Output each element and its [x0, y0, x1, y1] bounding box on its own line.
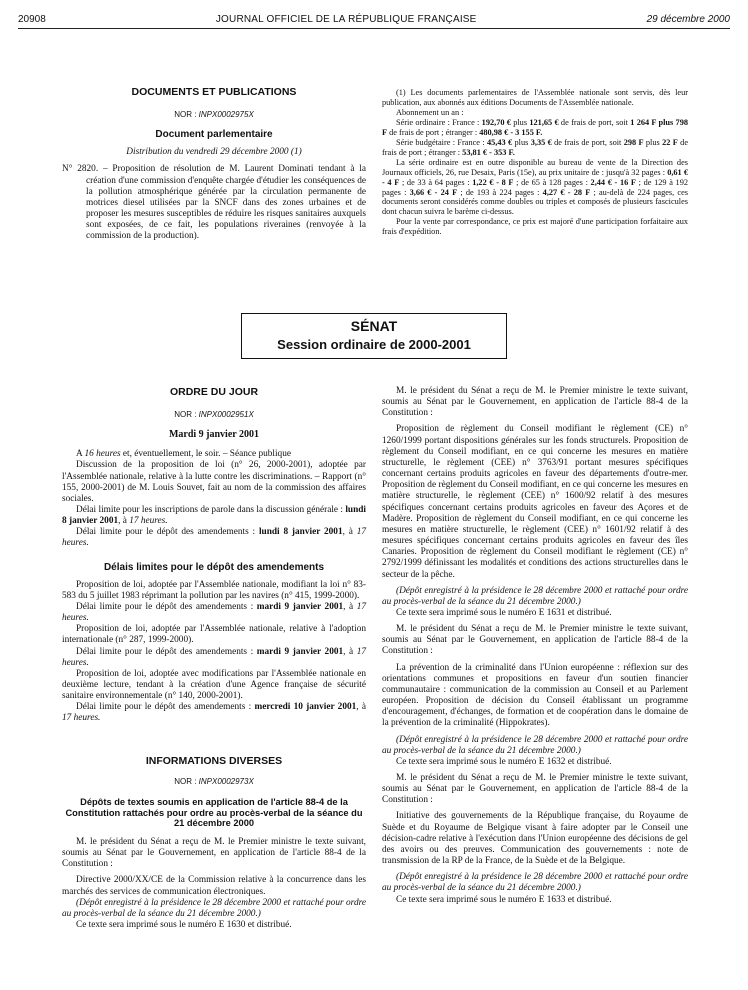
informations-imprime: Ce texte sera imprimé sous le numéro E 1630 et distribué. — [76, 919, 292, 930]
ordre-heading: ORDRE DU JOUR — [169, 386, 259, 398]
right-imprime-2: Ce texte sera imprimé sous le numéro E 1632 et distribué. — [396, 756, 612, 767]
documents-section — [62, 86, 366, 242]
footnote-budgetaire: Série budgétaire : France : 45,43 € plus 3,35 € de frais de port, soit 298 F plus 22 F de frais de port ; étranger : 53,81 € - 353 F. — [382, 137, 689, 157]
footnote-correspondance: Pour la vente par correspondance, ce prix est majoré d'une participation forfaitaire aux frais d'expédition. — [382, 217, 688, 237]
senat-title-box — [241, 313, 507, 359]
informations-subheading: Dépôts de textes soumis en application de l'article 88-4 de la Constitution rattachés pour ordre au procès-verbal de la séance du 21 décembre 2000 — [65, 796, 363, 829]
ordre-p3: Délai limite pour les inscriptions de parole dans la discussion générale : lundi 8 janvier 2001, à 17 heures. — [62, 504, 366, 527]
right-depot-2: (Dépôt enregistré à la présidence le 28 décembre 2000 et rattaché pour ordre au procès-verbal de la séance du 21 décembre 2000.) — [382, 734, 688, 756]
right-depot-1: (Dépôt enregistré à la présidence le 28 décembre 2000 et rattaché pour ordre au procès-verbal de la séance du 21 décembre 2000.) — [382, 585, 688, 607]
right-text-3: Initiative des gouvernements de la République française, du Royaume de Suède et du Royaume de Belgique visant à faire adopter par le Conseil une décision-cadre relative à l'exécution dans l'Union européenne des décisions de gel des avoirs ou des preuves. Communication des gouvernements : note de transmission de la RP de la France, de la Suède et de la Belgique. — [382, 811, 688, 867]
right-text-1: Proposition de règlement du Conseil modifiant le règlement (CE) n° 1260/1999 portant dispositions générales sur les fonds structurels. Proposition de règlement du Conseil modifiant, en ce qui concerne les mesures en matière structurelle, le règlement (CEE) n° 3763/91 portant mesures spécifiques concernant certains produits agricoles en faveur des départements d'outre-mer. Proposition de règlement du Conseil modifiant, en ce qui concerne les mesures en matière structurelle, le règlement (CEE) n° 1600/92 relatif à des mesures spécifiques concernant certains produits agricoles en faveur des Açores et de Madère. Proposition de règlement du Conseil modifiant, en ce qui concerne les mesures en matière structurelle, le règlement (CEE) n° 1601/92 relatif à des mesures spécifiques concernant certains produits agricoles en faveur des îles Canaries. Proposition de règlement du Conseil modifiant le règlement (CE) n° 2792/1999 définissant les modalités et conditions des actions structurelles dans le secteur de la pêche. — [382, 424, 688, 580]
header-date: 29 décembre 2000 — [646, 14, 730, 25]
informations-p1: M. le président du Sénat a reçu de M. le Premier ministre le texte suivant, soumis au Sénat par le Gouvernement, en application de l'article 88-4 de la Constitution : — [62, 836, 366, 870]
informations-depot: (Dépôt enregistré à la présidence le 28 décembre 2000 et rattaché pour ordre au procès-verbal de la séance du 21 décembre 2000.) — [62, 897, 366, 919]
footnote-abonnement: Abonnement un an : — [396, 107, 464, 117]
right-column — [382, 386, 688, 906]
documents-subheading: Document parlementaire — [155, 129, 273, 141]
right-imprime-1: Ce texte sera imprimé sous le numéro E 1631 et distribué. — [396, 607, 612, 618]
right-intro-1: M. le président du Sénat a reçu de M. le Premier ministre le texte suivant, soumis au Sénat par le Gouvernement, en application de l'article 88-4 de la Constitution : — [382, 386, 688, 419]
right-depot-3: (Dépôt enregistré à la présidence le 28 décembre 2000 et rattaché pour ordre au procès-verbal de la séance du 21 décembre 2000.) — [382, 872, 688, 894]
ordre-p1: A 16 heures et, éventuellement, le soir. – Séance publique — [76, 449, 291, 460]
informations-heading: INFORMATIONS DIVERSES — [145, 754, 283, 767]
delais-p3: Proposition de loi, adoptée par l'Assemblée nationale, relative à l'adoption internationale (n° 287, 1999-2000). — [62, 624, 366, 646]
documents-heading: DOCUMENTS ET PUBLICATIONS — [131, 86, 297, 98]
ordre-p4: Délai limite pour le dépôt des amendements : lundi 8 janvier 2001, à 17 heures. — [62, 527, 366, 549]
informations-p2: Directive 2000/XX/CE de la Commission relative à la concurrence dans les marchés des services de communication électroniques. — [62, 875, 366, 897]
journal-title: JOURNAL OFFICIEL DE LA RÉPUBLIQUE FRANÇAISE — [215, 14, 477, 25]
page-number: 20908 — [18, 14, 46, 25]
delais-p6: Délai limite pour le dépôt des amendements : mercredi 10 janvier 2001, à 17 heures. — [62, 702, 367, 724]
right-imprime-3: Ce texte sera imprimé sous le numéro E 1633 et distribué. — [396, 894, 612, 905]
ordre-day: Mardi 9 janvier 2001 — [168, 429, 260, 441]
senat-subtitle: Session ordinaire de 2000-2001 — [277, 336, 471, 352]
footnote-ordinaire: Série ordinaire : France : 192,70 € plus 121,65 € de frais de port, soit 1 264 F plus 798 F de frais de port ; étranger : 480,98 € - 3 155 F. — [382, 117, 688, 137]
documents-nor: NOR : INPX0002975X — [174, 109, 254, 119]
footnote-section — [382, 88, 688, 237]
delais-p1: Proposition de loi, adoptée par l'Assemblée nationale, modifiant la loi n° 83-583 du 5 juillet 1983 réprimant la pollution par les navires (n° 415, 1999-2000). — [62, 579, 366, 601]
footnote-vente: La série ordinaire est en outre disponible au bureau de vente de la Direction des Journaux officiels, 26, rue Desaix, Paris (15e), au prix unitaire de : jusqu'à 32 pages : 0,61 € - 4 F ; de 33 à 64 pages : 1,22 € - 8 F ; de 65 à 128 pages : 2,44 € - 16 F ; de 129 à 192 pages : 3,66 € - 24 F ; de 193 à 224 pages : 4,27 € - 28 F ; au-delà de 224 pages, ces documents seront considérés comme doubles ou triples et composés de plusieurs fascicules dont chacun suivra le barème ci-dessus. — [382, 157, 689, 217]
informations-nor: NOR : INPX0002973X — [174, 777, 254, 787]
ordre-nor: NOR : INPX0002951X — [174, 409, 254, 419]
delais-p4: Délai limite pour le dépôt des amendements : mardi 9 janvier 2001, à 17 heures. — [62, 646, 366, 668]
documents-distribution: Distribution du vendredi 29 décembre 2000 (1) — [126, 147, 302, 158]
senat-title: SÉNAT — [350, 318, 398, 334]
right-text-2: La prévention de la criminalité dans l'Union européenne : réflexion sur des orientations communes et propositions en faveur d'un soutien financier communautaire : communication de la commission au Conseil et au Parlement européen. Proposition de décision du Conseil établissant un programme d'encouragement, d'échanges, de formation et de coopération dans le domaine de la prévention de la criminalité (Hippokrates). — [382, 662, 688, 729]
left-column — [62, 386, 366, 931]
page-header — [18, 10, 730, 29]
right-intro-2: M. le président du Sénat a reçu de M. le Premier ministre le texte suivant, soumis au Sénat par le Gouvernement, en application de l'article 88-4 de la Constitution : — [382, 624, 688, 657]
right-intro-3: M. le président du Sénat a reçu de M. le Premier ministre le texte suivant, soumis au Sénat par le Gouvernement, en application de l'article 88-4 de la Constitution : — [382, 773, 688, 806]
delais-p2: Délai limite pour le dépôt des amendements : mardi 9 janvier 2001, à 17 heures. — [62, 601, 366, 624]
footnote-p1: (1) Les documents parlementaires de l'Assemblée nationale sont servis, dès leur publication, aux abonnés aux éditions Documents de l'Assemblée nationale. — [382, 88, 688, 107]
documents-item: N° 2820. – Proposition de résolution de M. Laurent Dominati tendant à la création d'une commission d'enquête chargée d'étudier les conséquences de la pollution atmosphérique générée par la circulation permanente de motrices diesel utilisées par la SNCF dans des zones urbaines et de proposer les mesures susceptibles de réduire les risques sanitaires auxquels sont exposées, de ce fait, les populations riveraines (renvoyée à la commission de la production). — [62, 164, 366, 242]
ordre-p2: Discussion de la proposition de loi (n° 26, 2000-2001), adoptée par l'Assemblée nationale, relative à la lutte contre les discriminations. – Rapport (n° 155, 2000-2001) de M. Louis Souvet, fait au nom de la commission des affaires sociales. — [62, 460, 366, 504]
delais-p5: Proposition de loi, adoptée avec modifications par l'Assemblée nationale en deuxième lecture, tendant à la création d'une Agence française de sécurité sanitaire environnementale (n° 140, 2000-2001). — [62, 668, 366, 702]
delais-heading: Délais limites pour le dépôt des amendements — [103, 561, 325, 573]
